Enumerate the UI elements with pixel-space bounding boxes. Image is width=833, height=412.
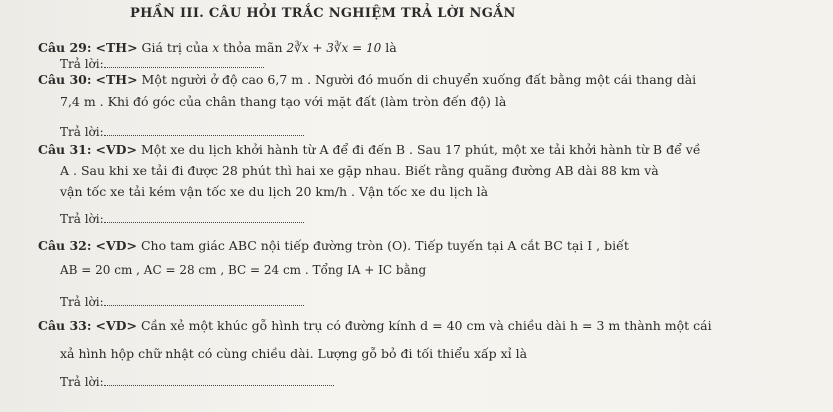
question-32-text-1: Cho tam giác ABC nội tiếp đường tròn (O). Tiếp tuyến tại A cắt BC tại I , biết [136,238,629,253]
question-31-line-3: vận tốc xe tải kém vận tốc xe du lịch 20 km/h . Vận tốc xe du lịch là [60,184,489,199]
question-30-answer[interactable] [60,124,304,140]
answer-label: Trả lời: [60,125,104,139]
question-31-text-1: Một xe du lịch khởi hành từ A để đi đến B . Sau 17 phút, một xe tải khởi hành từ B để về [136,142,701,157]
answer-blank[interactable] [104,57,264,68]
question-32-number: Câu 32: [38,238,92,253]
question-33-answer[interactable] [60,374,334,390]
question-33-line-2: xả hình hộp chữ nhật có cùng chiều dài. Lượng gỗ bỏ đi tối thiểu xấp xỉ là [60,346,528,361]
answer-label: Trả lời: [60,295,104,309]
question-31-answer[interactable] [60,211,304,227]
question-29-number: Câu 29: [38,40,92,55]
question-30-text-1: Một người ở độ cao 6,7 m . Người đó muốn di chuyển xuống đất bằng một cái thang dài [137,72,697,87]
question-32-tag: <VD> [95,238,137,253]
question-30-line-1 [38,72,696,88]
answer-blank[interactable] [104,375,334,386]
question-29-line-1 [38,40,397,56]
question-30-tag: <TH> [95,72,138,87]
question-29-math-var: x [212,41,220,55]
question-32-line-2: AB = 20 cm , AC = 28 cm , BC = 24 cm . Tổng IA + IC bằng [60,263,427,277]
answer-label: Trả lời: [60,57,104,71]
answer-label: Trả lời: [60,375,104,389]
question-32-answer[interactable] [60,294,304,310]
question-30-number: Câu 30: [38,72,92,87]
question-29-text3: là [381,40,397,55]
answer-blank[interactable] [104,212,304,223]
question-29-tag: <TH> [95,40,138,55]
question-29-text: Giá trị của [137,40,213,55]
section-heading: PHẦN III. CÂU HỎI TRẮC NGHIỆM TRẢ LỜI NGẮN [130,6,516,21]
question-29-answer[interactable] [60,56,264,72]
question-32-line-1 [38,238,629,254]
question-30-line-2: 7,4 m . Khi đó góc của chân thang tạo với mặt đất (làm tròn đến độ) là [60,94,507,109]
question-33-number: Câu 33: [38,318,92,333]
question-31-tag: <VD> [95,142,137,157]
question-33-tag: <VD> [95,318,137,333]
question-29-equation: 2∛x + 3∛x = 10 [286,41,382,55]
answer-blank[interactable] [104,125,304,136]
question-29-text2: thỏa mãn [219,40,287,55]
question-33-line-1 [38,318,712,334]
answer-blank[interactable] [104,295,304,306]
question-31-number: Câu 31: [38,142,92,157]
question-33-text-1: Cần xẻ một khúc gỗ hình trụ có đường kính d = 40 cm và chiều dài h = 3 m thành một cái [136,318,712,333]
question-31-line-1 [38,142,701,158]
answer-label: Trả lời: [60,212,104,226]
question-31-line-2: A . Sau khi xe tải đi được 28 phút thì hai xe gặp nhau. Biết rằng quãng đường AB dài 88 km và [60,163,659,178]
